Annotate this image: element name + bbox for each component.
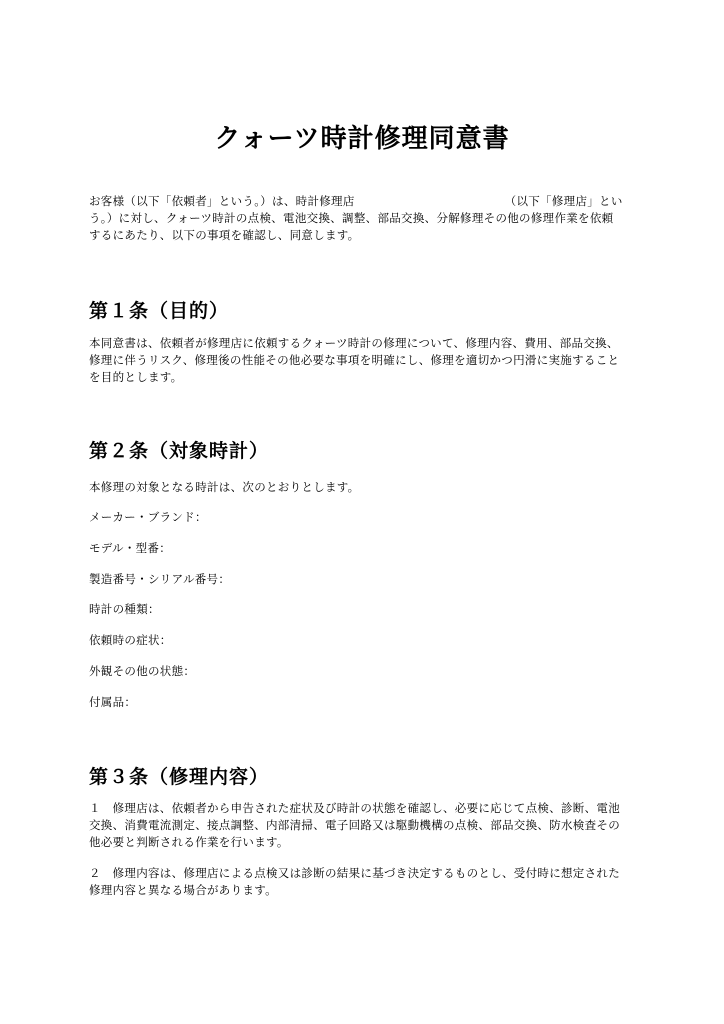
intro-line-2: う。）に対し、クォーツ時計の点検、電池交換、調整、部品交換、分解修理その他の修理作業を依頼: [89, 211, 614, 225]
field-serial-number: 製造番号・シリアル番号：: [89, 572, 231, 586]
intro-line-1: [89, 193, 641, 210]
intro-paragraph: [89, 193, 641, 244]
article-1-line-1: 本同意書は、依頼者が修理店に依頼するクォーツ時計の修理について、修理内容、費用、部品交換、: [89, 336, 619, 350]
article-2-heading: 第２条（対象時計）: [89, 440, 270, 462]
article-3-paragraph-2: [89, 865, 641, 899]
article-1-line-3: を目的とします。: [89, 370, 183, 384]
article-3-p1-line-2: 交換、消費電流測定、接点調整、内部清掃、電子回路又は駆動機構の点検、部品交換、防水検査その: [89, 818, 620, 832]
document-title: クォーツ時計修理同意書: [214, 124, 510, 154]
field-symptom: 依頼時の症状：: [89, 633, 172, 647]
article-3-p2-line-1: ２ 修理内容は、修理店による点検又は診断の結果に基づき決定するものとし、受付時に想定された: [89, 866, 620, 880]
field-model-number: モデル・型番：: [89, 541, 172, 555]
article-1-line-2: 修理に伴うリスク、修理後の性能その他必要な事項を明確にし、修理を適切かつ円滑に実施すること: [89, 353, 620, 367]
article-3-heading: 第３条（修理内容）: [89, 766, 270, 788]
field-maker-brand: メーカー・ブランド：: [89, 510, 207, 524]
article-2-intro: 本修理の対象となる時計は、次のとおりとします。: [89, 480, 360, 494]
article-1-heading: 第１条（目的）: [89, 300, 230, 322]
field-accessories: 付属品：: [89, 695, 137, 709]
intro-line-3: するにあたり、以下の事項を確認し、同意します。: [89, 228, 360, 242]
article-3-p2-line-2: 修理内容と異なる場合があります。: [89, 883, 277, 897]
article-3-p1-line-1: １ 修理店は、依頼者から申告された症状及び時計の状態を確認し、必要に応じて点検、診断、電池: [89, 801, 620, 815]
field-appearance: 外観その他の状態：: [89, 664, 196, 678]
intro-line-1-b: （以下「修理店」とい: [504, 194, 623, 208]
article-3-paragraph-1: [89, 800, 641, 851]
intro-line-1-a: お客様（以下「依頼者」という。）は、時計修理店: [89, 194, 355, 208]
article-3-p1-line-3: 他必要と判断される作業を行います。: [89, 835, 289, 849]
article-1-paragraph: [89, 335, 641, 386]
field-watch-type: 時計の種類：: [89, 602, 160, 616]
